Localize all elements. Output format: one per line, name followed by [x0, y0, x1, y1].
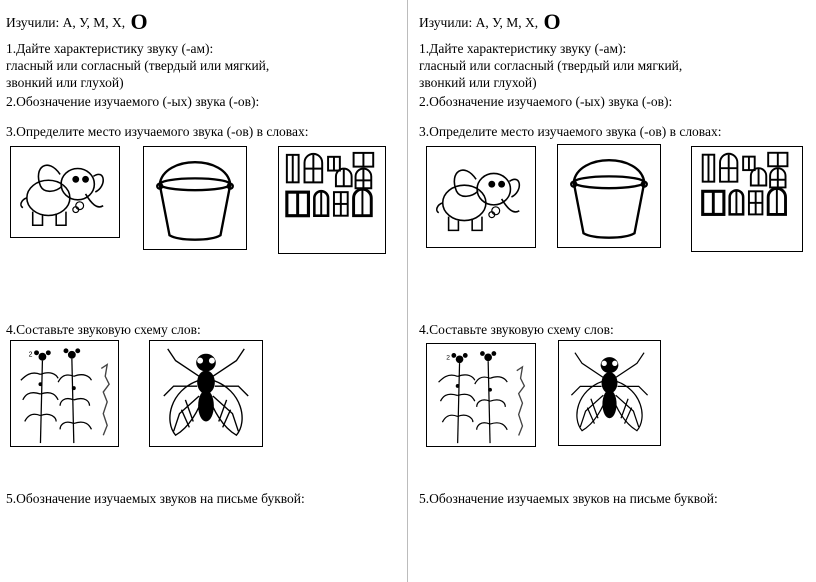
task-1-line-1: 1.Дайте характеристику звуку (-ам):	[419, 41, 627, 56]
windows-picture	[691, 146, 803, 252]
task-3: 3.Определите место изучаемого звука (-ов) в словах:	[419, 124, 722, 139]
svg-text:2: 2	[28, 351, 33, 359]
studied-letter: О	[130, 9, 148, 34]
flower-picture	[10, 340, 119, 447]
windows-icon	[279, 147, 385, 253]
studied-letter: О	[543, 9, 561, 34]
task-2: 2.Обозначение изучаемого (-ых) звука (-ов):	[419, 94, 673, 109]
task-1-line-2: гласный или согласный (твердый или мягкий,	[419, 58, 683, 73]
task-1-line-1: 1.Дайте характеристику звуку (-ам):	[6, 41, 214, 56]
svg-text:2: 2	[446, 354, 450, 362]
elephant-icon	[11, 147, 119, 237]
windows-icon	[692, 147, 802, 251]
task-4: 4.Составьте звуковую схему слов:	[6, 322, 201, 337]
studied-letters	[6, 9, 148, 34]
studied-prefix: Изучили: А, У, М, Х,	[6, 15, 126, 30]
task-1-line-3: звонкий или глухой)	[6, 75, 124, 90]
task-5: 5.Обозначение изучаемых звуков на письме буквой:	[419, 491, 718, 506]
bucket-icon	[144, 147, 246, 249]
windows-picture	[278, 146, 386, 254]
elephant-icon	[427, 147, 535, 247]
flower-picture	[426, 343, 536, 447]
elephant-picture	[10, 146, 120, 238]
worksheet-right	[408, 0, 816, 582]
task-5: 5.Обозначение изучаемых звуков на письме буквой:	[6, 491, 305, 506]
studied-prefix: Изучили: А, У, М, Х,	[419, 15, 539, 30]
studied-letters	[419, 9, 561, 34]
bucket-icon	[558, 145, 660, 247]
fly-picture	[149, 340, 263, 447]
flower-icon	[427, 344, 535, 446]
elephant-picture	[426, 146, 536, 248]
task-4: 4.Составьте звуковую схему слов:	[419, 322, 614, 337]
bucket-picture	[143, 146, 247, 250]
task-3: 3.Определите место изучаемого звука (-ов) в словах:	[6, 124, 309, 139]
task-2: 2.Обозначение изучаемого (-ых) звука (-ов):	[6, 94, 260, 109]
fly-icon	[150, 341, 262, 446]
task-1-line-3: звонкий или глухой)	[419, 75, 537, 90]
flower-icon	[11, 341, 118, 446]
task-1-line-2: гласный или согласный (твердый или мягкий,	[6, 58, 270, 73]
fly-icon	[559, 341, 660, 445]
fly-picture	[558, 340, 661, 446]
bucket-picture	[557, 144, 661, 248]
